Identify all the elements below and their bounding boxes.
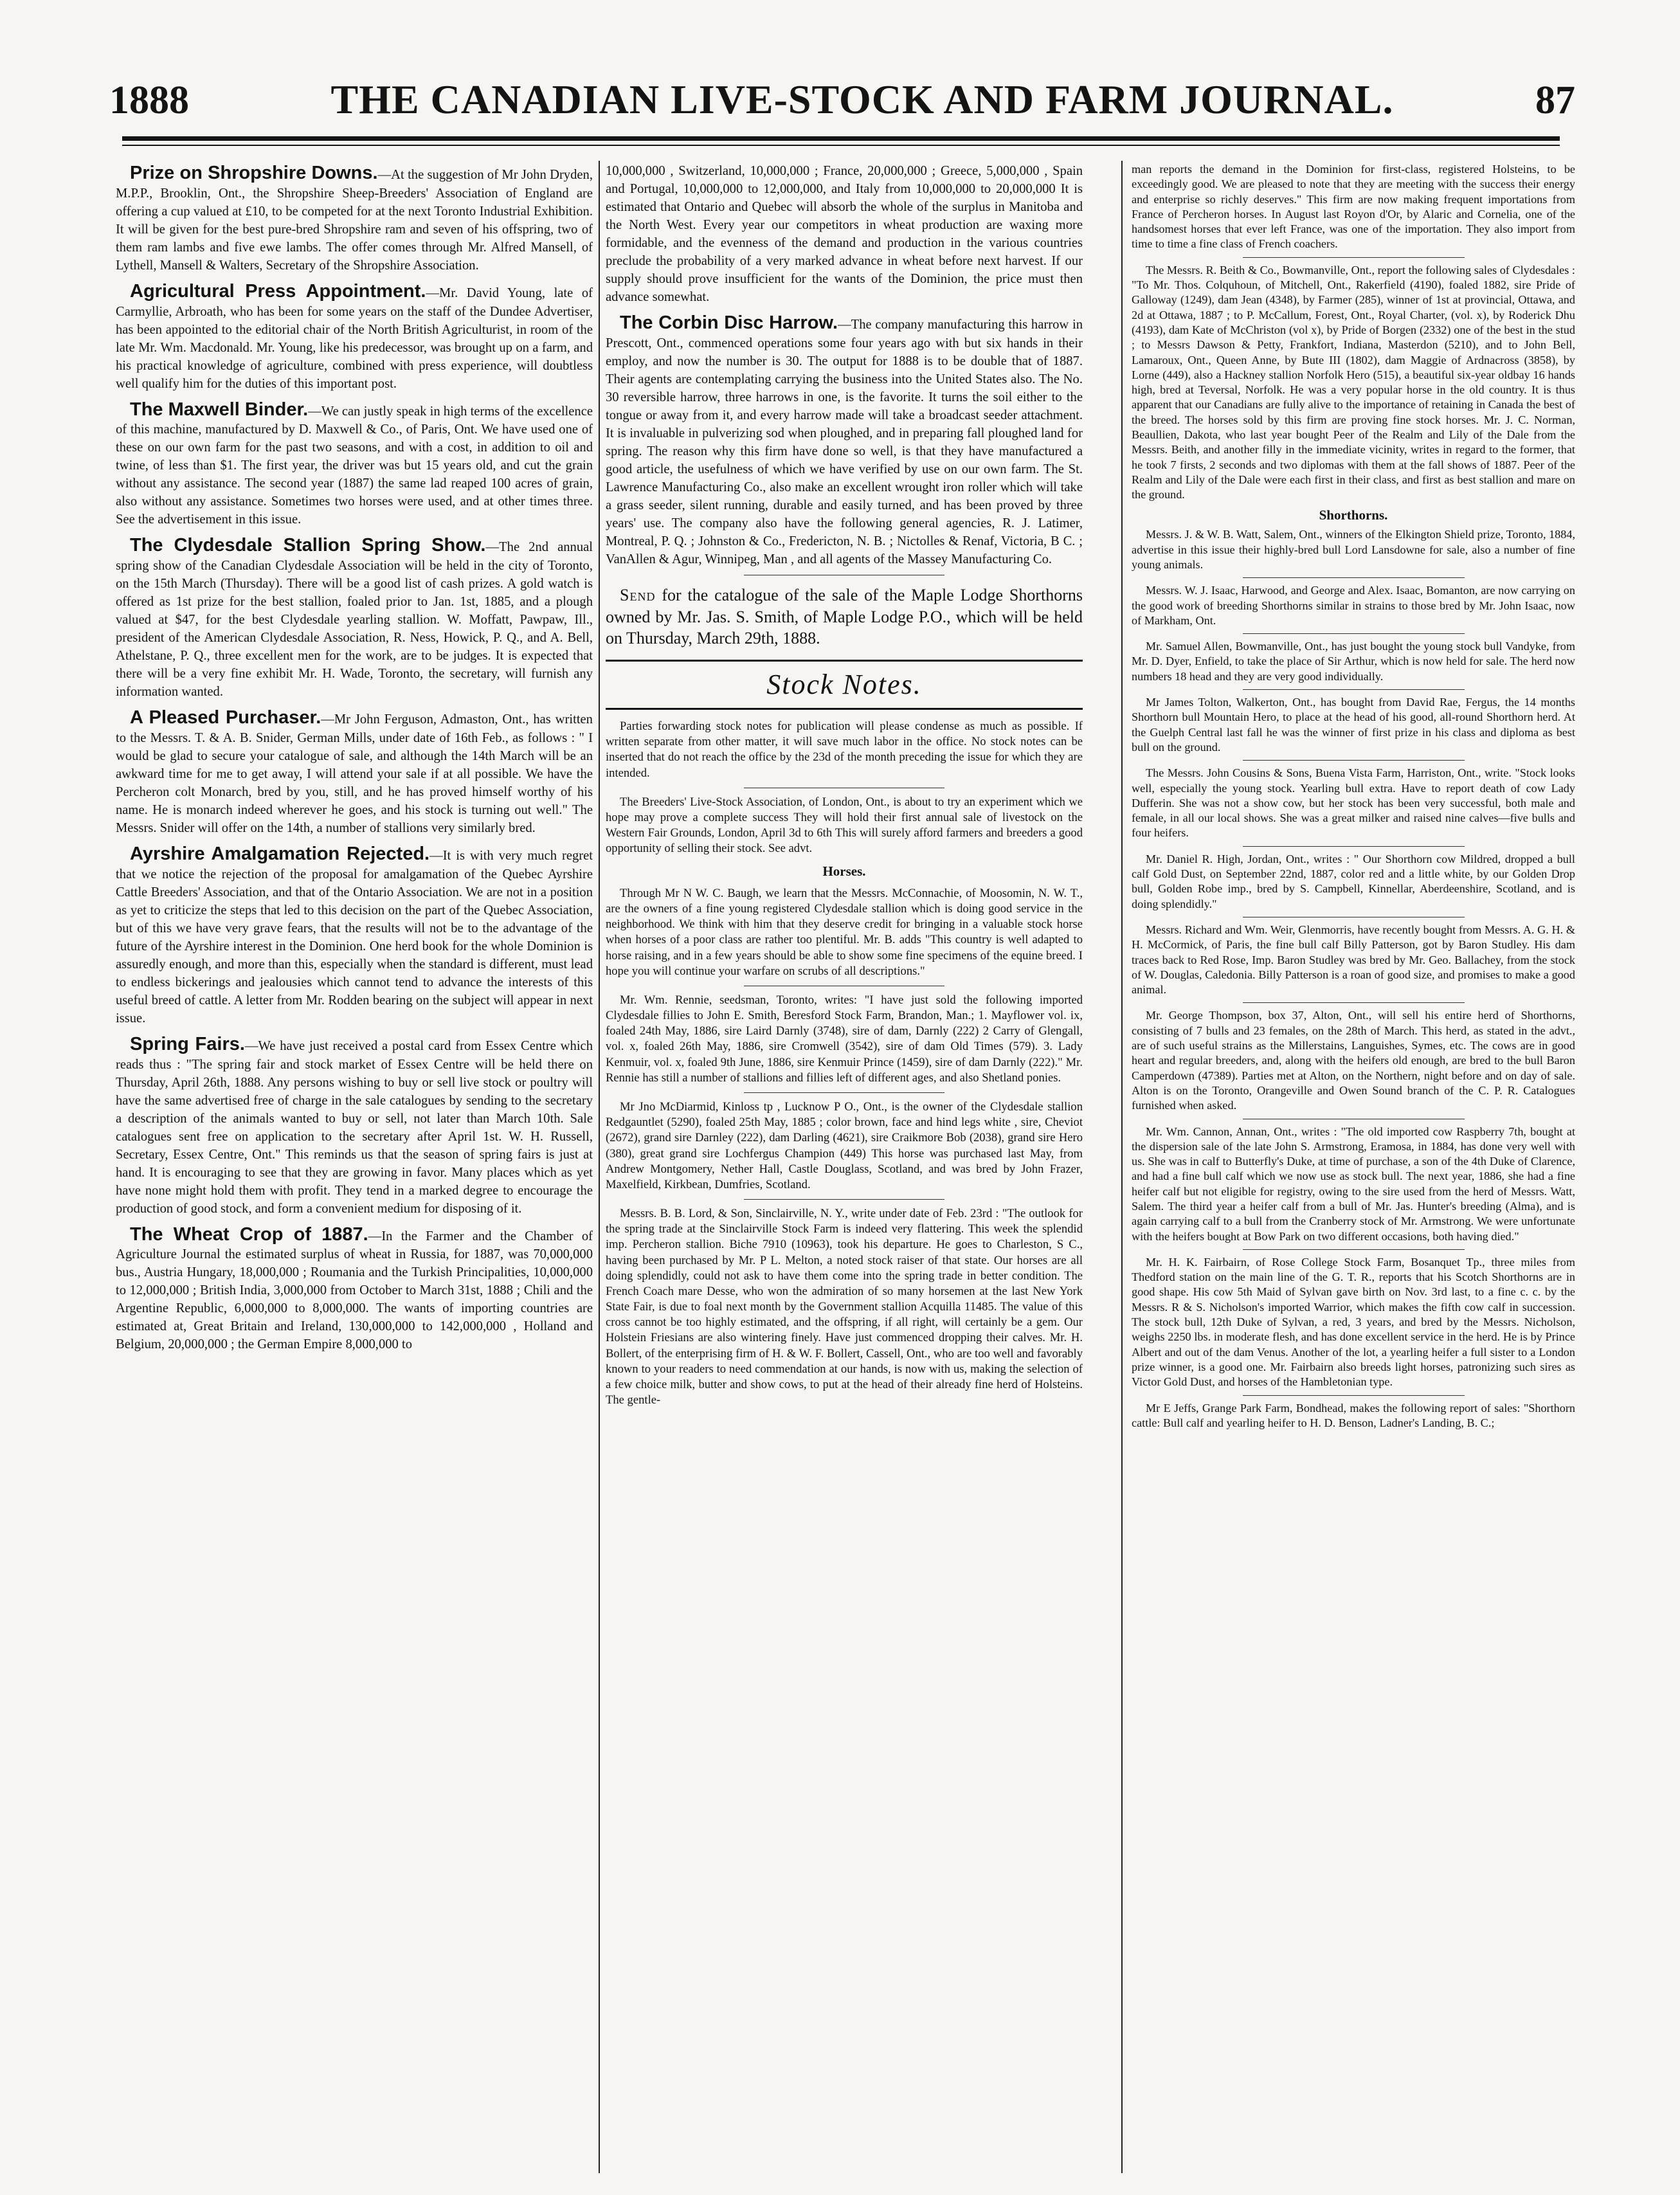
stock-note: Mr. Wm. Cannon, Annan, Ont., writes : "The old imported cow Raspberry 7th, bought at the dispersion sale of the late John S. Armstrong, Eramosa, in 1884, has done very well with us. She was in calf to Butterfly's Duke, at time of purchase, a son of the 4th Duke of Clarence, and had a fine bull calf which we now use as stock bull. The next year, 1886, she had a fine heifer calf but not eligible for registry, owing to the sire used from the herd of Messrs. Watt, Salem. The third year a heifer calf from a bull of Mr. Jas. Hunter's breeding (Alma), and is again carrying calf to a bull from the Cranberry stock of Mr. Armstrong. We were unfortunate with the heifers bought at Bow Park on two different occasions, both having died." [1132, 1125, 1575, 1243]
section-banner [606, 660, 1083, 710]
stock-note: Messrs. Richard and Wm. Weir, Glenmorris, have recently bought from Messrs. A. G. H. & H. McCormick, of Paris, the fine bull calf Billy Patterson, got by Baron Studley. His dam traces back to Red Rose, Imp. Baron Studley was bred by Mr. Geo. Ballachey, from the stock of W. Douglas, Caledonia. Billy Patterson is a roan of good size, and promises to make a good animal. [1132, 923, 1575, 997]
article [116, 1224, 593, 1354]
column-divider [599, 161, 600, 2173]
stock-note: Messrs. J. & W. B. Watt, Salem, Ont., winners of the Elkington Shield prize, Toronto, 1884, advertise in this issue their highly-bred bull Lord Lansdowne for sale, also a number of fine young animals. [1132, 528, 1575, 571]
stock-note: The Messrs. R. Beith & Co., Bowmanville, Ont., report the following sales of Clydesdales : "To Mr. Thos. Colquhoun, of Mitchell, Ont., Rakerfield (4190), foaled 1882, sire Pride of Galloway (1249), dam Jean (4348), by Farmer (285), winner of 1st at provincial, Ottawa, and 2d at Ottawa, 1887 ; to P. McCallum, Forest, Ont., Royal Charter, (vol. x), by Roderick Dhu (4193), dam Kate of McChriston (vol x), by Pride of Borgen (2332) one of the best in the stud ; to Messrs Dawson & Petty, Frankfort, Indiana, Masterdon (5210), and to John Bell, Lamaroux, Ont., Queen Anne, by Bute III (1802), dam Maggie of Ardnacross (3858), by Lorne (449), also a Hackney stallion Norfolk Hero (515), a beautiful six-year oldbay 16 hands high, bred at Teversal, Norfolk. He was a very popular horse in the old country. It is thus apparent that our Canadians are fully alive to the importance of retaining in Canada the best of the breed. The horses sold by this firm are proving fine stock horses. Mr. J. C. Norman, Beaullien, Dakota, who last year bought Peer of the Realm and Lily of the Dale from the Messrs. Beith, and another filly in the immediate vicinity, writes in regard to the former, that he took 7 firsts, 2 seconds and two diplomas with them at the fall shows of 1887. Peer of the Realm and Lily of the Dale were each first in their class, and first as best stallion and mare on the ground. [1132, 263, 1575, 501]
stock-note: Mr. Wm. Rennie, seedsman, Toronto, writes: "I have just sold the following imported Clydesdale fillies to John E. Smith, Beresford Stock Farm, Brandon, Man.; 1. Mayflower vol. ix, foaled 24th May, 1886, sire Laird Darnly (3748), sire of dam, Darnly (222) 2 Carry of Glengall, vol. x, foaled 26th May, 1886, sire Cromwell (3542), sire of dam Old Times (579). 3. Lady Kenmuir, vol. x, foaled 9th June, 1886, sire Kenmuir Prince (1459), sire of dam Darnly (222)." Mr. Rennie has still a number of stallions and fillies left of different ages, and also Shetland ponies. [606, 993, 1083, 1085]
section-title: Stock Notes. [766, 669, 922, 701]
article-headline: Agricultural Press Appointment. [130, 280, 426, 302]
article [116, 399, 593, 529]
divider [1243, 1002, 1465, 1003]
subsection-heading: Shorthorns. [1319, 507, 1388, 523]
notice-lead: Send [620, 585, 656, 604]
article-body: —Mr. David Young, late of Carmyllie, Arbroath, who has been for some years on the staff of the Dundee Advertiser, has been appointed to the editorial chair of the North British Agriculturist, in room of the late Mr. Wm. Macdonald. Mr. Young, like his predecessor, was brought up on a farm, and his practical knowledge of agriculture, combined with press experience, will doubtless well qualify him for the duties of this important post. [116, 285, 593, 391]
column-3 [1132, 162, 1575, 2174]
notice-body: for the catalogue of the sale of the Maple Lodge Shorthorns owned by Mr. Jas. S. Smith, of Maple Lodge P.O., which will be held on Thursday, March 29th, 1888. [606, 585, 1083, 648]
divider [1243, 633, 1465, 634]
stock-note: man reports the demand in the Dominion for first-class, registered Holsteins, to be exceedingly good. We are pleased to note that they are meeting with the success their energy and enterprise so richly deserves." This firm are now making frequent importations from France of Percheron horses. In August last Royon d'Or, by Alaric and Cornelia, one of the handsomest horses that ever left France, was one of the importation. They also import from time to time a fine class of French coachers. [1132, 163, 1575, 251]
article-headline: Ayrshire Amalgamation Rejected. [130, 843, 430, 864]
column-2 [606, 162, 1083, 2174]
divider [1243, 1395, 1465, 1396]
article [116, 162, 593, 275]
article-body: —It is with very much regret that we notice the rejection of the proposal for amalgamation of the Quebec Ayrshire Cattle Breeders' Association, and that of the Ontario Association. We are not in a position as yet to criticize the steps that led to this decision on the part of the Quebec Association, but of this we have very grave fears, that the results will not be to the advantage of the future of the Ayrshire interest in the Dominion. One herd book for the whole Dominion is assuredly enough, and more than this, especially when the standard is different, must lead to endless bickerings and jealousies which cannot tend to advance the interests of this useful breed of cattle. A letter from Mr. Rodden bearing on the subject will appear in next issue. [116, 848, 593, 1025]
stock-note: Messrs. B. B. Lord, & Son, Sinclairville, N. Y., write under date of Feb. 23rd : "The outlook for the spring trade at the Sinclairville Stock Farm is indeed very flattering. This week the splendid imp. Percheron stallion. Biche 7910 (10963), took his departure. He goes to Charleston, S C., having been purchased by Mr. P L. Melton, a noted stock raiser of that state. Our horses are all doing splendidly, could not ask to have them come into the spring trade in better condition. The French Coach mare Desse, who won the admiration of so many horsemen at the last New York State Fair, is due to foal next month by the Government stallion Acquilla 11485. The value of this cross cannot be too highly estimated, and the offspring, if all right, will certainly be a gem. Our Holstein Friesians are also wintering finely. Have just commenced dropping their calves. Mr. H. Bollert, of the enterprising firm of H. & W. F. Bollert, Cassell, Ont., who are too well and favorably known to your readers to need commendation at our hands, is now with us, making the selection of a few choice milk, butter and show cows, to put at the head of their already fine herd of Holsteins. The gentle- [606, 1207, 1083, 1407]
article-body: —The 2nd annual spring show of the Canadian Clydesdale Association will be held in the city of Toronto, on the 15th March (Thursday). There will be a good list of cash prizes. A gold watch is offered as 1st prize for the best stallion, foaled prior to Jan. 1st, 1885, and a plough valued at $47, for the best Clydesdale yearling stallion. W. Moffatt, Pawpaw, Ill., president of the American Clydesdale Association, R. Ness, Howick, P. Q., and A. Bell, Athelstane, P. Q., three excellent men for the work, are to be judges. It is expected that there will be a very fine exhibit Mr. H. Wade, Toronto, the secretary, will furnish any information wanted. [116, 540, 593, 700]
stock-note: The Breeders' Live-Stock Association, of London, Ont., is about to try an experiment which we hope may prove a complete success They will hold their first annual sale of livestock on the Western Fair Grounds, London, April 3d to 6th This will surely afford farmers and breeders a good opportunity of selling their stock. See advt. [606, 795, 1083, 856]
stock-note: Mr. Daniel R. High, Jordan, Ont., writes : " Our Shorthorn cow Mildred, dropped a bull calf Gold Dust, on September 22nd, 1887, color red and a little white, by our Golden Drop bull, Golden Robe imp., bred by S. Campbell, Kinnellar, Aberdeenshire, Scotland, and is doing splendidly." [1132, 852, 1575, 910]
divider [1243, 689, 1465, 690]
article [116, 707, 593, 837]
subsection-heading: Horses. [822, 863, 866, 880]
article-headline: Spring Fairs. [130, 1033, 245, 1054]
article-body: —At the suggestion of Mr John Dryden, M.P.P., Brooklin, Ont., the Shropshire Sheep-Breeders' Association of England are offering a cup valued at £10, to be competed for at the next Toronto Industrial Exhibition. It will be given for the best pure-bred Shropshire ram and seven of his offspring, two of them ram lambs and five ewe lambs. The offer comes through Mr. Alfred Mansell, of Lythell, Mansell & Walters, Secretary of the Shropshire Association. [116, 168, 593, 273]
header-year: 1888 [109, 78, 189, 122]
header-rule-thin [122, 145, 1560, 146]
journal-title: THE CANADIAN LIVE-STOCK AND FARM JOURNAL. [330, 77, 1394, 122]
article [116, 280, 593, 393]
divider [1243, 760, 1465, 761]
divider [1243, 577, 1465, 578]
stock-note: The Messrs. John Cousins & Sons, Buena Vista Farm, Harriston, Ont., write. "Stock looks well, especially the young stock. Yearling bull extra. Have to report death of cow Lady Dufferin. She was not a show cow, but her stock has been very successful, both male and female, in all our local shows. She was a great milker and raised nine calves—five bulls and four heifers. [1132, 766, 1575, 840]
stock-note: Mr E Jeffs, Grange Park Farm, Bondhead, makes the following report of sales: "Shorthorn cattle: Bull calf and yearling heifer to H. D. Benson, Ladner's Landing, B. C.; [1132, 1401, 1575, 1429]
article-headline: Prize on Shropshire Downs. [130, 163, 378, 183]
column-divider [1121, 161, 1123, 2173]
stock-note: Mr. Samuel Allen, Bowmanville, Ont., has just bought the young stock bull Vandyke, from Mr. D. Dyer, Enfield, to take the place of Sir Arthur, which is now held for sale. The herd now numbers 18 head and they are very good individually. [1132, 640, 1575, 683]
stock-note: Mr Jno McDiarmid, Kinloss tp , Lucknow P O., Ont., is the owner of the Clydesdale stallion Redgauntlet (5290), foaled 25th May, 1885 ; color brown, face and hind legs white , sire, Cheviot (2672), grand sire Darnley (222), dam Darling (4621), sire Craikmore Bob (2038), grand sire Hero (380), great grand sire Lochfergus Champion (449) This horse was purchased last May, from Andrew Montgomery, Nether Hall, Castle Douglass, Scotland, and was bred by John Frazer, Maxelfield, Kirkbean, Dumfries, Scotland. [606, 1100, 1083, 1191]
article [606, 312, 1083, 568]
article-headline: The Maxwell Binder. [130, 399, 309, 420]
sale-notice [606, 584, 1083, 649]
stock-note: Mr James Tolton, Walkerton, Ont., has bought from David Rae, Fergus, the 14 months Shorthorn bull Mountain Hero, to place at the head of his good, all-round Shorthorn herd. At the Guelph Central last fall he was the winner of first prize in his class and diploma as best bull on the ground. [1132, 696, 1575, 754]
article [116, 534, 593, 701]
article-body: —Mr John Ferguson, Admaston, Ont., has written to the Messrs. T. & A. B. Snider, German Mills, under date of 16th Feb., as follows : " I would be glad to secure your catalogue of sale, and although the 14th March will be an awkward time for me to get away, I will attend your sale if at all possible. We have the Percheron colt Monarch, bred by you, still, and he has proved himself worthy of his name. He is monarch indeed wherever he goes, and his stock is turning out well." The Messrs. Snider will offer on the 14th, a number of stallions very similarly bred. [116, 712, 593, 835]
stock-note: Mr. H. K. Fairbairn, of Rose College Stock Farm, Bosanquet Tp., three miles from Thedford station on the main line of the G. T. R., reports that his Scotch Shorthorns are in good shape. His cow 5th Maid of Sylvan gave birth on Nov. 3rd last, to a fine c. c. by the Messrs. R & S. Nicholson's imported Warrior, which makes the fifth cow calf in succession. The stock bull, 12th Duke of Sylvan, a red, 3 years, and bred by the Messrs. Nicholson, weighs 2250 lbs. in moderate flesh, and has done excellent service in the herd. He is by Prince Albert and out of the dam Venus. Another of the lot, a yearling heifer a full sister to a London prize winner, is a good one. Mr. Fairbairn also breeds light horses, patronizing such sires as Victor Gold Dust, and horses of the Hambletonian type. [1132, 1255, 1575, 1389]
header-rule-thick [122, 136, 1560, 141]
article-headline: A Pleased Purchaser. [130, 707, 321, 728]
article-headline: The Clydesdale Stallion Spring Show. [130, 535, 486, 556]
article-headline: The Corbin Disc Harrow. [620, 312, 838, 333]
page-number: 87 [1535, 78, 1575, 122]
article [116, 1033, 593, 1218]
article-headline: The Wheat Crop of 1887. [130, 1224, 368, 1245]
divider [744, 1199, 944, 1200]
divider [1243, 846, 1465, 847]
article-body: —We have just received a postal card from Essex Centre which reads thus : "The spring fair and stock market of Essex Centre will be held there on Thursday, April 26th, 1888. Any persons wishing to buy or sell live stock or poultry will have the same advertised free of charge in the sale catalogues by sending to the secretary a description of the animals wanted to buy or sell, not later than March 10th. Sale catalogues sent free on application to the secretary after April 1st. W. H. Russell, Secretary, Essex Centre, Ont." This reminds us that the season of spring fairs is just at hand. It is encouraging to see that they are growing in favor. Many places which as yet have none might hold them with profit. They tend in a marked degree to encourage the production of good stock, and form a convenient medium for disposing of it. [116, 1038, 593, 1216]
article [116, 843, 593, 1027]
article-body: —We can justly speak in high terms of the excellence of this machine, manufactured by D. Maxwell & Co., of Paris, Ont. We have used one of these on our own farm for the past two seasons, and with a cost, in addition to oil and twine, of less than $1. The first year, the driver was but 15 years old, and cut the grain without any assistance. The second year (1887) the same lad reaped 100 acres of grain, also without any assistance. Sometimes two horses were used, and at other times three. See the advertisement in this issue. [116, 404, 593, 527]
divider [744, 1092, 944, 1093]
article-continuation: 10,000,000 , Switzerland, 10,000,000 ; France, 20,000,000 ; Greece, 5,000,000 , Spain and Portugal, 10,000,000 to 12,000,000, and Italy from 10,000,000 to 20,000,000 It is estimated that Ontario and Quebec will absorb the whole of the surplus in Manitoba and the North West. Every year our competitors in wheat production are waxing more formidable, and the evenness of the demand and production in the various countries preclude the probability of a very marked advance in wheat before next harvest. If our supply should prove insufficient for the wants of the Dominion, the price must then advance somewhat. [606, 164, 1083, 304]
column-1 [116, 162, 593, 2174]
stock-note: Mr. George Thompson, box 37, Alton, Ont., will sell his entire herd of Shorthorns, consisting of 7 bulls and 23 females, on the 28th of March. This herd, as stated in the advt., are of such useful strains as the Millerstains, Languishes, Symes, etc. The cows are in good heart and regular breeders, and, along with the heifers old enough, are bred to the bull Baron Camperdown (47389). Parties met at Alton, on the Northern, night before and on day of sale. Alton is on the Toronto, Orangeville and Owen Sound branch of the C. P. R. Catalogues furnished when asked. [1132, 1009, 1575, 1112]
divider [1243, 257, 1465, 258]
article-body: —In the Farmer and the Chamber of Agriculture Journal the estimated surplus of wheat in Russia, for 1887, was 70,000,000 bus., Austria Hungary, 18,000,000 ; Roumania and the Turkish Principalities, 10,000,000 to 12,000,000 ; British India, 3,000,000 from October to March 31st, 1888 ; Chili and the Argentine Republic, 6,000,000 to 8,000,000. The wants of importing countries are estimated at, Great Britain and Ireland, 130,000,000 to 142,000,000 , Holland and Belgium, 20,000,000 ; the German Empire 8,000,000 to [116, 1229, 593, 1352]
stock-note: Messrs. W. J. Isaac, Harwood, and George and Alex. Isaac, Bomanton, are now carrying on the good work of breeding Shorthorns similar in strains to those bred by Mr. John Isaac, now of Markham, Ont. [1132, 584, 1575, 627]
stock-note: Through Mr N W. C. Baugh, we learn that the Messrs. McConnachie, of Moosomin, N. W. T., are the owners of a fine young registered Clydesdale stallion which is doing good service in the neighborhood. We think with him that they deserve credit for bringing in a valuable stock horse when horses of a poor class are rather too plentiful. Mr. B. adds "This country is well adapted to horse raising, and in a few years should be able to show some fine specimens of the equine breed. I hope you will continue your warfare on scrubs of all descriptions." [606, 886, 1083, 978]
page-header [109, 76, 1575, 135]
stock-note: Parties forwarding stock notes for publication will please condense as much as possible. If written separate from other matter, it will save much labor in the office. No stock notes can be inserted that do not reach the office by the 23d of the month preceding the issue for which they are intended. [606, 719, 1083, 780]
divider [1243, 1249, 1465, 1250]
article-body: —The company manufacturing this harrow in Prescott, Ont., commenced operations some four years ago with but six hands in their employ, and now the number is 30. The output for 1888 is to be double that of 1887. Their agents are contemplating carrying the business into the United States also. The No. 30 reversible harrow, three harrows in one, is the favorite. It turns the soil either to the tongue or away from it, and every harrow made will take a broadcast seeder attachment. It is invaluable in pulverizing sod when ploughed, and in preparing fall ploughed land for spring. The reason why this firm have done so well, is that they have manufactured a good article, the usefulness of which we have verified by use on our own farm. The St. Lawrence Manufacturing Co., also make an excellent wrought iron roller which will take a grass seeder, silent running, durable and easily turned, and has been proved by three years' use. The company also have the following general agencies, R. J. Latimer, Montreal, P. Q. ; Johnston & Co., Fredericton, N. B. ; Nictolles & Renaf, Victoria, B C. ; VanAllen & Agur, Winnipeg, Man , and all agents of the Massey Manufacturing Co. [606, 318, 1083, 566]
